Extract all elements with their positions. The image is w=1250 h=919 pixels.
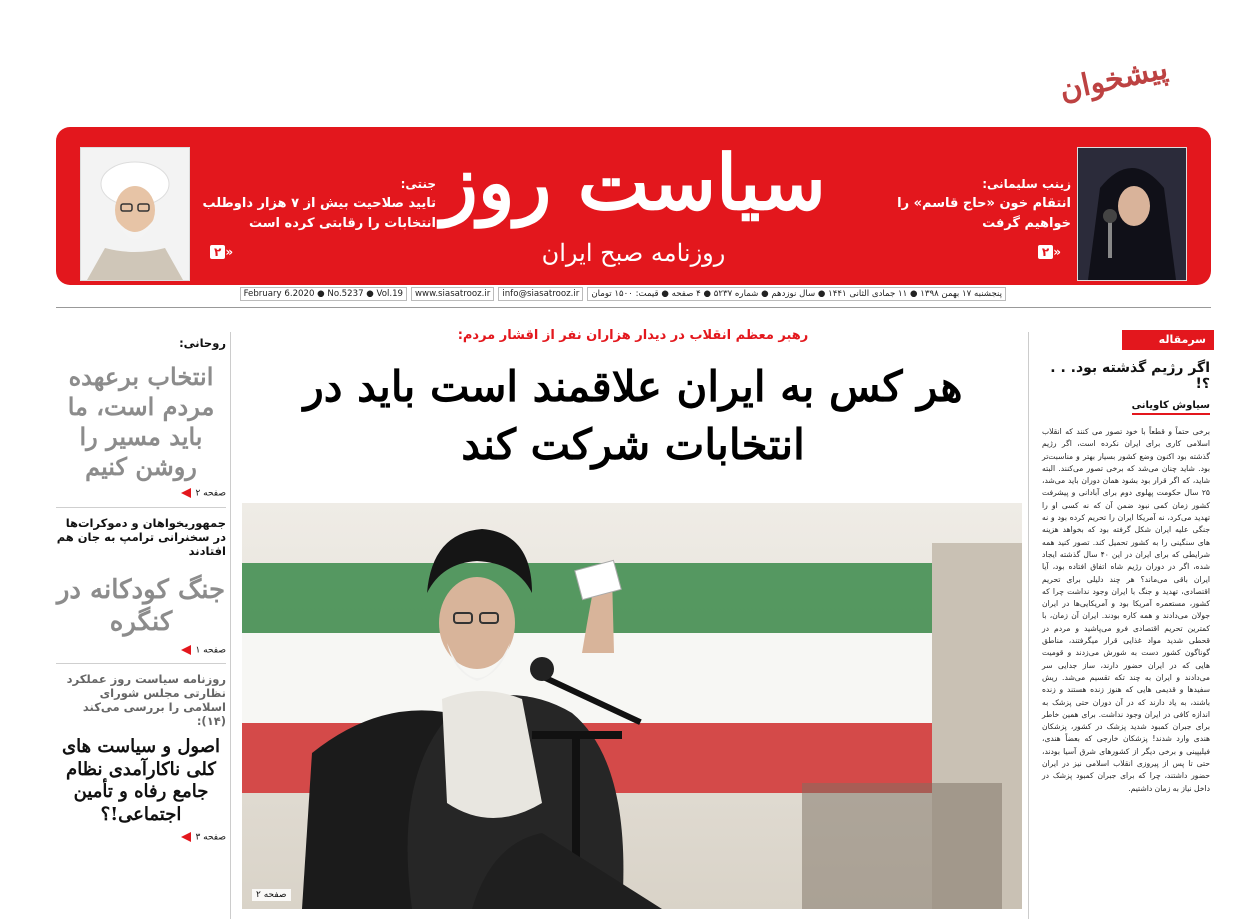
person-image (81, 148, 189, 280)
portrait-jannati (80, 147, 190, 281)
teaser-left-page-number: ۲ (210, 245, 225, 259)
news-item-congress[interactable] (56, 516, 226, 656)
page-reference-label: صفحه ۲ (195, 488, 226, 499)
teaser-left-label: جنتی: (400, 177, 436, 191)
watermark-logo: پیشخوان (1056, 51, 1171, 108)
double-chevron-icon: » (1053, 245, 1061, 259)
news-headline: اصول و سیاست های کلی ناکارآمدی نظام جامع رفاه و تأمین اجتماعی!؟ (62, 736, 220, 825)
page-reference (56, 645, 226, 656)
news-headline: جنگ کودکانه در کنگره (56, 574, 226, 637)
lead-story[interactable] (238, 328, 1028, 919)
teaser-right-page-number: ۲ (1038, 245, 1053, 259)
teaser-right-label: زینب سلیمانی: (982, 177, 1071, 191)
column-divider-right (1028, 332, 1029, 919)
email-address[interactable]: info@siasatrooz.ir (498, 287, 583, 301)
teaser-right-line-1: انتقام خون «حاج قاسم» را (897, 195, 1071, 211)
lead-photo (242, 503, 1022, 909)
editorial-column[interactable] (1036, 330, 1214, 919)
item-divider (56, 663, 226, 664)
news-item-rouhani[interactable] (56, 336, 226, 499)
photo-page-reference: صفحه ۲ (252, 889, 291, 901)
double-chevron-icon: » (225, 245, 234, 259)
newspaper-title: سیاست روز (441, 138, 826, 227)
page-reference-label: صفحه ۱ (195, 645, 226, 655)
website-link[interactable]: www.siasatrooz.ir (411, 287, 494, 301)
masthead (56, 127, 1211, 285)
editorial-title: اگر رژیم گذشته بود. . . ؟! (1050, 360, 1210, 392)
left-column (56, 336, 226, 919)
teaser-left-page-ref[interactable] (206, 245, 233, 259)
teaser-right-page-ref[interactable] (1034, 245, 1061, 259)
editorial-body: برخی حتماً و قطعاً با خود تصور می کنند که انقلاب اسلامی کاری برای ایران نکرده است، اگر رژیم گذشته بود اکنون وضع کشور بسیار بهتر و مناسبت‌تر بود. شاید چنان می‌شد که برخی تصور می‌کنند. البته شاید، که اگر قرار بود بشود همان دوران باید می‌شد، ۲۵ سال حکومت پهلوی دوم برای آبادانی و پیشرفت کشور زمان کمی نبود ضمن آن که نه کسی او را تهدید می‌کرد، نه آمریکا ایران را تحریم کرده بود و نه جنگی علیه ایران شکل گرفته بود که بخواهد هزینه های سنگینی را به کشور تحمیل کند. تصور کنید همه شرایطی که برای ایران در این ۴۰ سال گذشته ایجاد شده، اگر در دوران رژیم شاه اتفاق افتاده بود، آیا ایران باقی می‌ماند؟ هر چند دلیلی برای تحریم اقتصادی، تهدید و جنگ با ایران وجود نداشت چرا که کشور، مستعمره آمریکا بود و آمریکایی‌ها در ایران جولان می‌دادند و همه کاره بودند. ایران آن زمان، با کمترین تحریم اقتصادی فرو می‌پاشید و مردم در قحطی شدید مواد غذایی قرار میگرفتند، مناطق گوناگون کشور دست به شورش می‌زدند و قومیت هایی که در ایران حضور دارند، ساز جدایی سر می‌دادند و ایران به چند تکه تقسیم می‌شد. ریش سفیدها و قدیمی هایی که هنوز زنده هستند و زنده باشند، به یاد دارند که در آن دوران حتی پزشک به اندازه کافی در ایران وجود نداشت. برای همین خاطر برای جبران کمبود شدید پزشک در کشور، پزشکان هندی وارد شدند! پزشکان خارجی که بعضاً هندی، فیلیپینی و برخی دیگر از کشورهای شرق آسیا بودند، حتی تا پس از پیروزی انقلاب اسلامی نیز در ایران حضور داشتند، چرا که برای جبران کمبود پزشک در داخل نیاز به زمان داشتیم. (1042, 427, 1210, 793)
lead-headline: هر کس به ایران علاقمند است باید در انتخابات شرکت کند (303, 362, 963, 469)
page-reference-label: صفحه ۳ (195, 832, 226, 843)
teaser-left-line-2: انتخابات را رقابتی کرده است (249, 215, 436, 231)
red-triangle-icon (181, 488, 191, 498)
issue-date-info: پنجشنبه ۱۷ بهمن ۱۳۹۸ ● ۱۱ جمادی الثانی ۱۴۴۱ ● سال نوزدهم ● شماره ۵۲۳۷ ● ۴ صفحه ● قیمت: ۱۵۰۰ تومان (587, 287, 1006, 301)
column-divider-left (230, 332, 231, 919)
news-kicker: جمهوریخواهان و دموکرات‌ها در سخنرانی ترامپ به جان هم افتادند (56, 515, 226, 558)
editorial-tag: سرمقاله (1122, 330, 1214, 350)
portrait-zeinab-soleimani (1077, 147, 1187, 281)
header-divider (56, 307, 1211, 308)
news-headline: انتخاب برعهده مردم است، ما باید مسیر را روشن کنیم (67, 362, 215, 481)
lead-kicker: رهبر معظم انقلاب در دیدار هزاران نفر از اقشار مردم: (457, 328, 809, 343)
teaser-left[interactable] (196, 175, 436, 234)
page-reference (56, 488, 226, 499)
news-item-parliament-review[interactable] (56, 672, 226, 843)
item-divider (56, 507, 226, 508)
news-kicker: روحانی: (179, 336, 226, 350)
red-triangle-icon (181, 645, 191, 655)
page-reference (56, 832, 226, 843)
red-triangle-icon (181, 832, 191, 842)
teaser-right[interactable] (831, 175, 1071, 234)
issue-date-english: February 6.2020 ● No.5237 ● Vol.19 (240, 287, 407, 301)
editorial-author: سیاوش کاویانی (1132, 400, 1210, 415)
leader-speech-photo (242, 503, 1022, 909)
person-image (1078, 148, 1186, 280)
teaser-right-line-2: خواهیم گرفت (982, 215, 1071, 231)
newspaper-subtitle: روزنامه صبح ایران (541, 239, 726, 267)
teaser-left-line-1: تایید صلاحیت بیش از ۷ هزار داوطلب (202, 195, 436, 211)
issue-info-bar (243, 285, 1006, 303)
news-kicker: روزنامه سیاست روز عملکرد نظارتی مجلس شورای اسلامی را بررسی می‌کند (۱۴): (66, 672, 226, 728)
